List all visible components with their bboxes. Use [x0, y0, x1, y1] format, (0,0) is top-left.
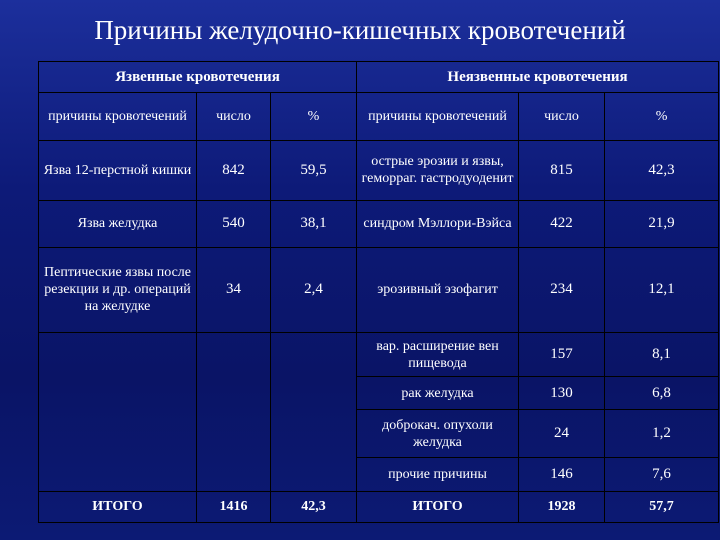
col-header-left-percent: % [271, 93, 357, 141]
right-percent-cell: 21,9 [605, 200, 719, 247]
right-count-cell: 24 [519, 410, 605, 458]
col-header-left-count: число [197, 93, 271, 141]
table-row [39, 333, 719, 377]
left-percent-cell: 59,5 [271, 141, 357, 200]
right-percent-cell: 12,1 [605, 247, 719, 333]
right-percent-cell: 1,2 [605, 410, 719, 458]
right-percent-cell: 7,6 [605, 458, 719, 491]
column-header-row [39, 93, 719, 141]
right-percent-cell: 42,3 [605, 141, 719, 200]
right-total-label: ИТОГО [357, 491, 519, 522]
slide-title: Причины желудочно-кишечных кровотечений [94, 15, 626, 45]
group-header-non-ulcer: Неязвенные кровотечения [357, 62, 719, 93]
right-cause-cell: доброкач. опухоли желудка [357, 410, 519, 458]
col-header-left-cause: причины кровотечений [39, 93, 197, 141]
group-header-ulcer: Язвенные кровотечения [39, 62, 357, 93]
right-count-cell: 130 [519, 376, 605, 409]
left-total-label: ИТОГО [39, 491, 197, 522]
left-count-cell: 34 [197, 247, 271, 333]
right-percent-cell: 6,8 [605, 376, 719, 409]
right-count-cell: 422 [519, 200, 605, 247]
left-cause-cell: Пептические язвы после резекции и др. операций на желудке [39, 247, 197, 333]
group-header-row [39, 62, 719, 93]
col-header-right-count: число [519, 93, 605, 141]
right-cause-cell: прочие причины [357, 458, 519, 491]
right-cause-cell: синдром Мэллори-Вэйса [357, 200, 519, 247]
bleeding-causes-table [38, 61, 719, 523]
table-row [39, 141, 719, 200]
left-total-percent: 42,3 [271, 491, 357, 522]
right-percent-cell: 8,1 [605, 333, 719, 377]
right-count-cell: 157 [519, 333, 605, 377]
left-empty-cell [197, 333, 271, 492]
left-cause-cell: Язва желудка [39, 200, 197, 247]
left-count-cell: 540 [197, 200, 271, 247]
right-count-cell: 146 [519, 458, 605, 491]
table-row [39, 247, 719, 333]
left-percent-cell: 2,4 [271, 247, 357, 333]
left-cause-cell: Язва 12-перстной кишки [39, 141, 197, 200]
totals-row [39, 491, 719, 522]
right-count-cell: 815 [519, 141, 605, 200]
right-cause-cell: вар. расширение вен пищевода [357, 333, 519, 377]
right-total-count: 1928 [519, 491, 605, 522]
right-count-cell: 234 [519, 247, 605, 333]
left-percent-cell: 38,1 [271, 200, 357, 247]
right-total-percent: 57,7 [605, 491, 719, 522]
left-empty-cell [39, 333, 197, 492]
col-header-right-percent: % [605, 93, 719, 141]
right-cause-cell: острые эрозии и язвы, геморраг. гастродуоденит [357, 141, 519, 200]
left-empty-cell [271, 333, 357, 492]
left-count-cell: 842 [197, 141, 271, 200]
left-total-count: 1416 [197, 491, 271, 522]
table-row [39, 200, 719, 247]
col-header-right-cause: причины кровотечений [357, 93, 519, 141]
right-cause-cell: рак желудка [357, 376, 519, 409]
right-cause-cell: эрозивный эзофагит [357, 247, 519, 333]
